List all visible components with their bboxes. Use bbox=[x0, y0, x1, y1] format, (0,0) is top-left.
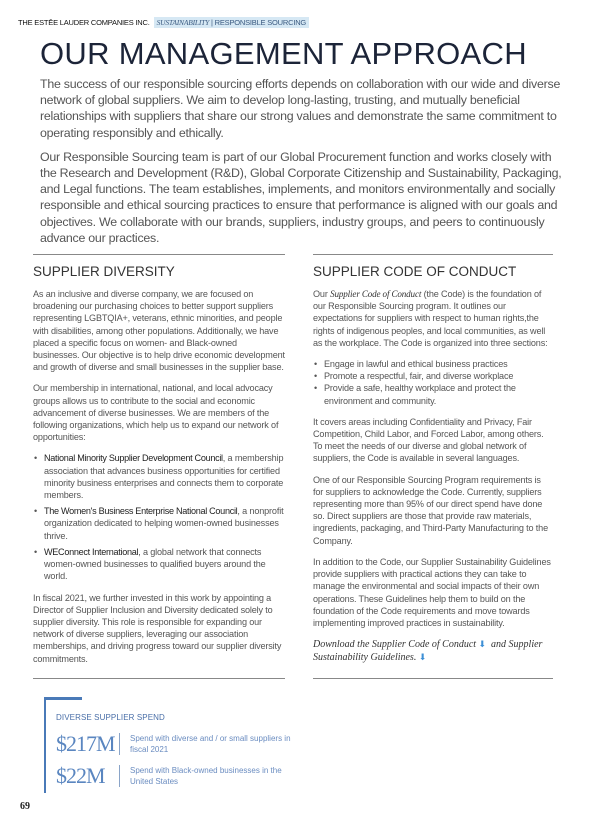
section-name: SUSTAINABILITY bbox=[156, 18, 210, 27]
section-heading: SUPPLIER CODE OF CONDUCT bbox=[313, 264, 517, 280]
page-title: OUR MANAGEMENT APPROACH bbox=[40, 36, 527, 71]
list-item bbox=[33, 452, 285, 501]
org-name: The Women's Business Enterprise National Council bbox=[44, 506, 238, 517]
stat-value: $217M bbox=[56, 730, 115, 756]
org-desc: , a membership association that advances business opportunities for certified minority business enterprises and connects them to corporate members. bbox=[44, 453, 284, 501]
paragraph: One of our Responsible Sourcing Program requirements is for suppliers to acknowledge the Code. Currently, suppliers representing more than 95% of our direct spend have done so. Direct suppliers are those that provide raw materials, ingredients, packaging, and Third-Party Manufacturing to the Company. bbox=[313, 474, 548, 546]
diverse-spend-callout bbox=[44, 697, 291, 793]
download-icon[interactable]: ⬇ bbox=[478, 639, 487, 650]
org-name: WEConnect International bbox=[44, 546, 139, 557]
supplier-diversity-section bbox=[33, 254, 285, 679]
paragraph: Our membership in international, national, and local advocacy groups allows us to contribute to the social and economic advancement of diverse businesses. We are members of the following organizations, which help us to expand our network of opportunities: bbox=[33, 383, 279, 443]
paragraph: As an inclusive and diverse company, we are focused on broadening our purchasing choices to better support suppliers representing LGBTQIA+, veterans, ethnic minorities, and people with disabilities, among other populations. Additionally, we have placed a specific focus on women- and Black-owned businesses. Our objective is to help drive economic development and growth of diverse and small businesses in the supplier base. bbox=[33, 289, 285, 373]
supplier-code-section bbox=[313, 254, 553, 679]
stat-row bbox=[56, 731, 300, 757]
list-item: • Engage in lawful and ethical business practices bbox=[313, 358, 553, 370]
text: Our bbox=[313, 289, 331, 300]
paragraph bbox=[313, 288, 553, 349]
list-item: • Provide a safe, healthy workplace and protect the environment and community. bbox=[313, 382, 553, 406]
subsection-name: | RESPONSIBLE SOURCING bbox=[210, 18, 307, 27]
two-column-body bbox=[33, 254, 600, 679]
paragraph: It covers areas including Confidentiality and Privacy, Fair Competition, Child Labor, and Forced Labor, among others. To meet the needs of our diverse and global network of suppliers, the Code is available in several languages. bbox=[313, 416, 544, 464]
organization-list bbox=[33, 452, 285, 582]
text: (the Code) is the foundation of our Responsible Sourcing program. It outlines our expectations for suppliers with respect to human rights,the rights of indigenous peoples, and local communities, as well as the workplace. The Code is organized into three sections: bbox=[313, 289, 548, 348]
paragraph: In addition to the Code, our Supplier Sustainability Guidelines provide suppliers with practical actions they can take to manage the environmental and social impacts of their own operations. These Guidelines help them to build on the foundation of the Code requirements and move towards implementing improved practices in sustainability. bbox=[313, 556, 551, 628]
text: and Supplier bbox=[491, 639, 543, 651]
section-label bbox=[154, 17, 309, 28]
accent-bar bbox=[46, 697, 82, 700]
stat-value: $22M bbox=[56, 762, 105, 788]
download-code-link[interactable]: Download the Supplier Code of Conduct bbox=[313, 639, 477, 651]
org-desc: , a global network that connects women-owned businesses to qualified buyers around the world. bbox=[44, 546, 266, 582]
download-links bbox=[313, 638, 553, 664]
page-number: 69 bbox=[20, 800, 30, 812]
download-icon[interactable]: ⬇ bbox=[418, 652, 427, 663]
list-item: • Promote a respectful, fair, and diverse workplace bbox=[313, 370, 553, 382]
stat-desc: Spend with Black-owned businesses in the United States bbox=[130, 765, 282, 786]
intro-paragraph: Our Responsible Sourcing team is part of our Global Procurement function and works closely with the Research and Development (R&D), Global Corporate Citizenship and Sustainability, Packaging, and Legal functions. The team establishes, implements, and monitors environmentally and socially responsible and ethical sourcing practices to ensure that performance is aligned with our goals and objectives. We collaborate with our brands, suppliers, industry groups, and peers to continuously advance our practices. bbox=[40, 149, 562, 245]
list-item bbox=[33, 546, 285, 583]
org-name: National Minority Supplier Development Council bbox=[44, 453, 223, 464]
section-heading: SUPPLIER DIVERSITY bbox=[33, 264, 175, 280]
company-name: THE ESTĒE LAUDER COMPANIES INC. bbox=[18, 18, 150, 27]
code-title: Supplier Code of Conduct bbox=[330, 289, 422, 300]
download-guidelines-link[interactable]: Sustainability Guidelines. bbox=[313, 652, 417, 664]
divider bbox=[119, 733, 120, 755]
running-header bbox=[18, 17, 600, 28]
org-desc: , a nonprofit organization dedicated to helping women-owned businesses thrive. bbox=[44, 506, 284, 541]
paragraph: In fiscal 2021, we further invested in this work by appointing a Director of Supplier Inclusion and Diversity dedicated solely to supplier diversity. This role is responsible for expanding our network of diverse suppliers, leveraging our association memberships, and driving progress toward our supplier diversity commitments. bbox=[33, 592, 282, 664]
intro bbox=[40, 76, 562, 246]
sections-list bbox=[313, 358, 553, 407]
list-item bbox=[33, 505, 285, 542]
callout-title: DIVERSE SUPPLIER SPEND bbox=[56, 712, 165, 722]
stat-desc: Spend with diverse and / or small suppliers in fiscal 2021 bbox=[130, 733, 291, 754]
intro-paragraph: The success of our responsible sourcing efforts depends on collaboration with our wide and diverse network of global suppliers. We aim to develop long-lasting, trusting, and mutually beneficial relationships with suppliers that share our strong values and demonstrate the same commitment to operating responsibly and ethically. bbox=[40, 77, 561, 140]
